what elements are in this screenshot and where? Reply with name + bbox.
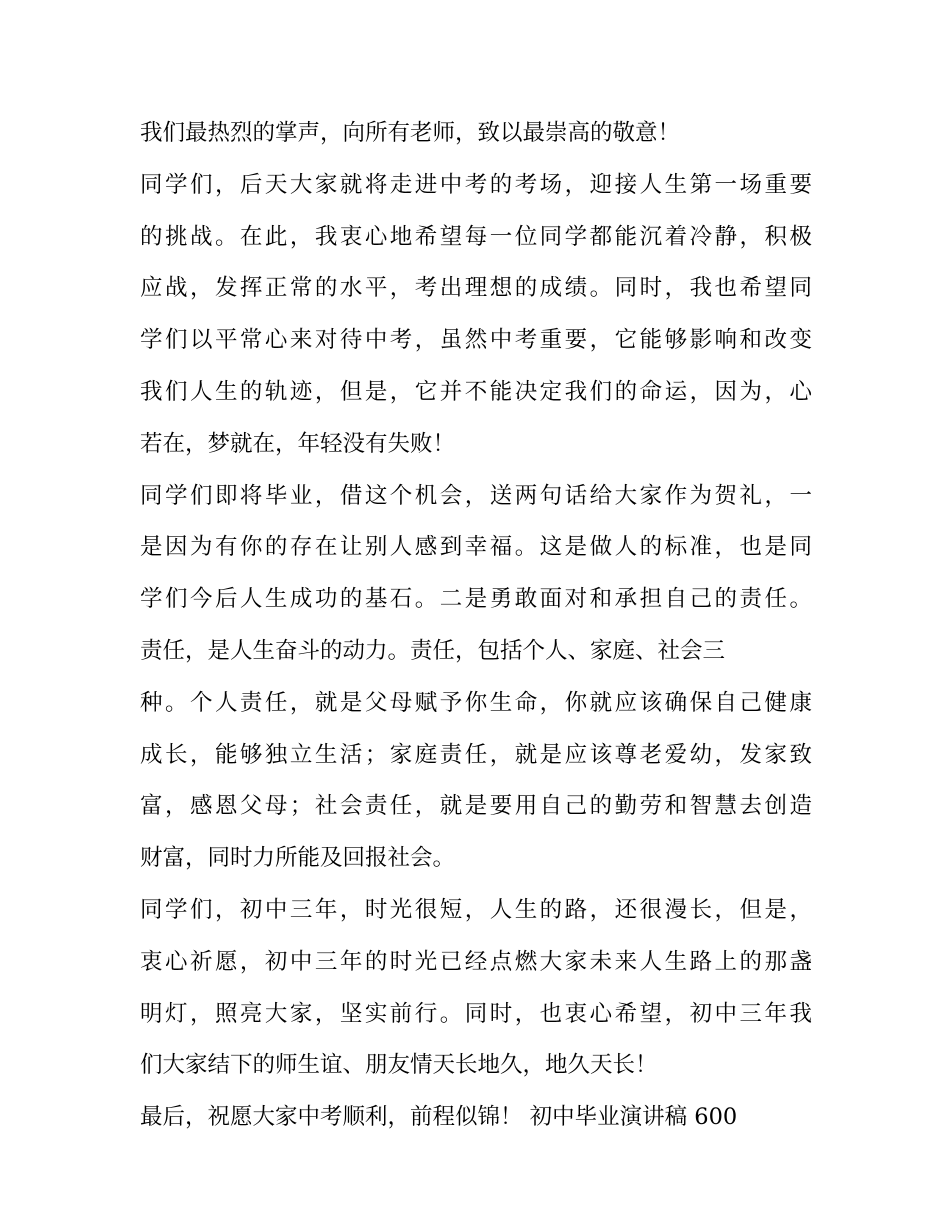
text-line-13: 成长，能够独立生活；家庭责任，就是应该尊老爱幼，发家致 — [140, 741, 812, 768]
text-line-3: 的挑战。在此，我衷心地希望每一位同学都能沉着冷静，积极 — [140, 223, 812, 250]
text-line-19: 们大家结下的师生谊、朋友情天长地久，地久天长！ — [140, 1052, 658, 1079]
text-line-2: 同学们，后天大家就将走进中考的考场，迎接人生第一场重要 — [140, 171, 812, 198]
text-line-4: 应战，发挥正常的水平，考出理想的成绩。同时，我也希望同 — [140, 275, 812, 302]
text-line-15: 财富，同时力所能及回报社会。 — [140, 845, 456, 872]
text-line-20: 最后，祝愿大家中考顺利，前程似锦！ 初中毕业演讲稿 600 — [140, 1104, 738, 1131]
text-line-18: 明灯，照亮大家，坚实前行。同时，也衷心希望，初中三年我 — [140, 1000, 812, 1027]
text-line-8: 同学们即将毕业，借这个机会，送两句话给大家作为贺礼，一 — [140, 482, 812, 509]
text-line-11: 责任，是人生奋斗的动力。责任，包括个人、家庭、社会三 — [140, 637, 726, 664]
text-line-5: 学们以平常心来对待中考，虽然中考重要，它能够影响和改变 — [140, 327, 812, 354]
text-line-12: 种。个人责任，就是父母赋予你生命，你就应该确保自己健康 — [140, 689, 812, 716]
speech-body-text — [140, 108, 812, 1144]
text-line-7: 若在，梦就在，年轻没有失败！ — [140, 430, 456, 457]
text-line-9: 是因为有你的存在让别人感到幸福。这是做人的标准，也是同 — [140, 534, 812, 561]
text-line-1: 我们最热烈的掌声，向所有老师，致以最崇高的敬意！ — [140, 120, 681, 146]
text-line-16: 同学们，初中三年，时光很短，人生的路，还很漫长，但是， — [140, 896, 812, 923]
text-line-17: 衷心祈愿，初中三年的时光已经点燃大家未来人生路上的那盏 — [140, 948, 812, 975]
text-line-14: 富，感恩父母；社会责任，就是要用自己的勤劳和智慧去创造 — [140, 793, 812, 820]
text-line-10: 学们今后人生成功的基石。二是勇敢面对和承担自己的责任。 — [140, 586, 812, 613]
text-line-6: 我们人生的轨迹，但是，它并不能决定我们的命运，因为，心 — [140, 378, 812, 405]
